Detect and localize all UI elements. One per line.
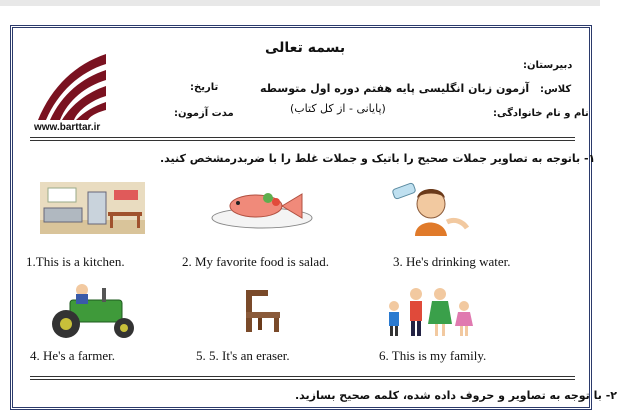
boy-drinking-picture-icon: [385, 178, 477, 236]
question2-instruction: ۲- با توجه به تصاویر و حروف داده شده، کلمه صحیح بسازید.: [295, 389, 617, 402]
class-label: کلاس:: [540, 84, 572, 95]
kitchen-picture-icon: [40, 182, 145, 234]
logo-site-text: www.barttar.ir: [34, 122, 101, 133]
item4-caption: 4. He's a farmer.: [30, 348, 116, 363]
item5-caption: 5. 5. It's an eraser.: [196, 348, 290, 363]
bismillah: بسمه تعالی: [265, 40, 346, 56]
school-label: دبیرستان:: [523, 60, 573, 71]
name-label: نام و نام خانوادگی:: [493, 108, 589, 119]
tractor-farmer-picture-icon: [40, 282, 144, 340]
header-separator: [30, 137, 575, 141]
question-separator: [30, 376, 575, 380]
item1-caption: 1.This is a kitchen.: [26, 254, 125, 269]
family-picture-icon: [380, 286, 480, 338]
question1-instruction: ۱- باتوجه به تصاویر جملات صحیح را باتیک و جملات غلط را با ضربدرمشخص کنید.: [160, 152, 596, 165]
exam-title: آزمون زبان انگلیسی پایه هفتم دوره اول متوسطه: [260, 82, 530, 95]
date-label: تاریخ:: [190, 82, 219, 93]
fish-dish-picture-icon: [210, 188, 314, 230]
item2-caption: 2. My favorite food is salad.: [182, 254, 329, 269]
item3-caption: 3. He's drinking water.: [393, 254, 511, 269]
top-rule: [0, 0, 600, 6]
duration-label: مدت آزمون:: [174, 108, 234, 119]
chair-picture-icon: [240, 288, 286, 334]
exam-subtitle: (پایانی - از کل کتاب): [290, 102, 386, 115]
barttar-logo-icon: [32, 48, 112, 124]
item6-caption: 6. This is my family.: [379, 348, 487, 363]
